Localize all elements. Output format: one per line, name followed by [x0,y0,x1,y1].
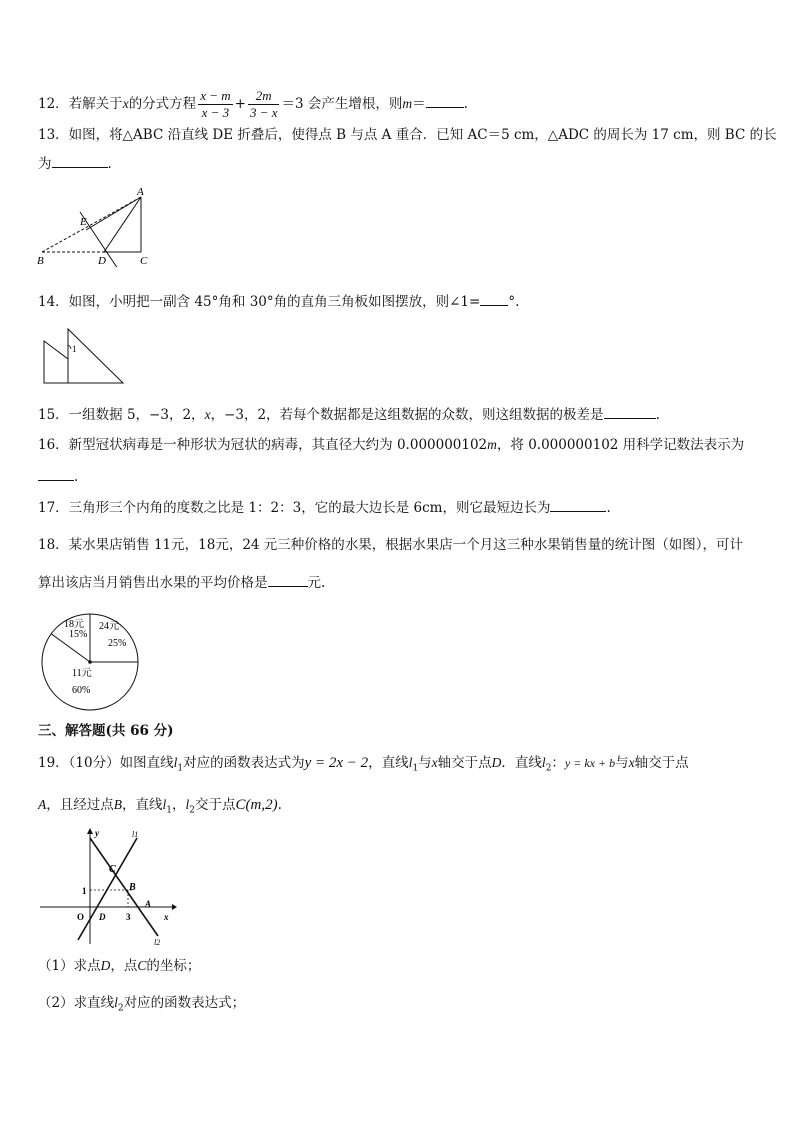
fraction-2: $\frac{2m}{3 - x}$ [249,88,278,120]
question-13-line-1: 13．如图，将△ABC 沿直线 DE 折叠后，使得点 B 与点 A 重合．已知 AC＝5 cm，△ADC 的周长为 17 cm，则 BC 的长 [38,127,777,143]
label-x: x [164,912,169,922]
y-axis-arrow [87,828,93,834]
label-a: A [137,186,144,198]
question-19-sub-2: （2）求直线$l_2$对应的函数表达式； [38,995,246,1014]
slice-label-11: 11元 [72,668,92,679]
triangle-30 [68,329,123,383]
answer-blank[interactable] [426,93,464,108]
answer-blank[interactable] [38,466,74,481]
question-18-line-1: 18．某水果店销售 11元，18元，24 元三种价格的水果，根据水果店一个月这三种水果销售量的统计图（如图），可计 [38,537,744,553]
answer-blank[interactable] [52,153,108,168]
answer-blank[interactable] [604,404,656,419]
question-16-line-2: . [38,466,78,487]
label-l1: l1 [132,830,139,839]
section-3-title: 三、解答题(共 66 分) [38,723,174,739]
label-b: B [37,255,44,267]
label-1: 1 [82,886,87,896]
label-d: D [99,912,106,922]
label-b: B [129,882,136,893]
fraction-1: $\frac{x - m}{x - 3}$ [200,88,231,120]
question-19-sub-1: （1）求点D，点C的坐标； [38,958,201,974]
label-e: E [80,216,87,228]
question-18-line-2: 算出该店当月销售出水果的平均价格是 元. [38,572,325,593]
question-15: 15．一组数据 5，−3，2，x，−3，2，若每个数据都是这组数据的众数，则这组数据的极差是 . [38,404,660,425]
slice-label-18: 18元 [64,619,84,630]
slice-percent-25: 25% [108,638,127,649]
slice-percent-15: 15% [69,629,88,640]
label-o: O [77,912,85,922]
pie-center-dot [88,660,92,664]
segment-ae [86,197,141,230]
x-axis-arrow [172,904,177,910]
triangle-45 [44,341,68,383]
q19-coordinate-figure [40,826,180,946]
question-19-line-1: 19．（10分）如图直线$l_1$对应的函数表达式为y = 2x − 2，直线$l_1$与x轴交于点D．直线$l_2$：y = kx + b与x轴交于点 [38,755,689,774]
q13-triangle-figure [30,182,165,267]
label-c: C [140,255,148,267]
answer-blank[interactable] [550,497,606,512]
q14-set-squares-figure [38,325,130,387]
label-y: y [95,828,99,838]
question-19-line-2: A，且经过点B，直线$l_1$，$l_2$交于点C(m,2). [38,797,282,816]
question-14: 14．如图，小明把一副含 45°角和 30°角的直角三角板如图摆放，则∠1= °. [38,291,519,312]
answer-blank[interactable] [268,572,308,587]
label-l2: l2 [154,938,161,946]
label-3: 3 [126,912,131,922]
question-16-line-1: 16．新型冠状病毒是一种形状为冠状的病毒，其直径大约为 0.000000102m，将 0.000000102 用科学记数法表示为 [38,437,745,453]
label-c: C [109,864,116,875]
label-d: D [98,255,106,267]
question-13-line-2: 为 . [38,153,112,174]
pie-chart [38,612,148,712]
segment-ad [104,197,141,252]
slice-label-24: 24元 [99,621,119,632]
answer-blank[interactable] [480,291,508,306]
dashed-segment-ab [42,197,141,252]
angle-1-label: 1 [72,344,77,354]
question-17: 17．三角形三个内角的度数之比是 1：2：3，它的最大边长是 6cm，则它最短边长为 . [38,497,611,518]
label-a: A [145,899,152,909]
question-12: 12．若解关于x的分式方程 $\frac{x - m}{x - 3}$ + $\frac{2m}{3 - x}$ ＝3 会产生增根，则m＝ . [38,88,468,120]
slice-percent-60: 60% [72,685,91,696]
